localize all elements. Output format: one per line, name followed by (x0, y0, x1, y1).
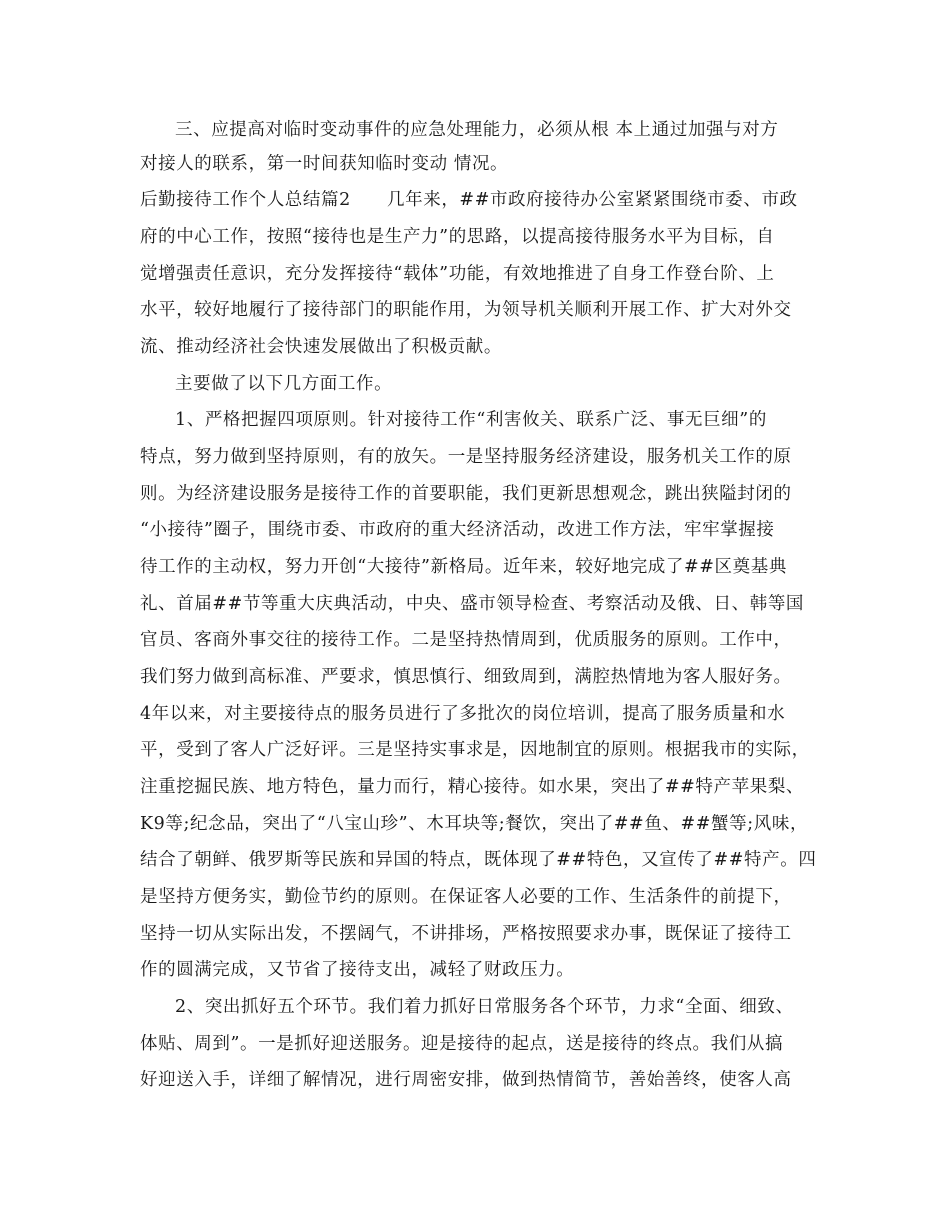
text-line: 2、突出抓好五个环节。我们着力抓好日常服务各个环节，力求“全面、细致、 (175, 997, 794, 1017)
text-line: K9等;纪念品，突出了“八宝山珍”、木耳块等;餐饮，突出了##鱼、##蟹等;风味， (140, 814, 809, 834)
text-line: 礼、首届##节等重大庆典活动，中央、盛市领导检查、考察活动及俄、日、韩等国 (140, 594, 805, 614)
text-line: 注重挖掘民族、地方特色，量力而行，精心接待。如水果，突出了##特产苹果梨、 (140, 777, 805, 797)
text-line: 1、严格把握四项原则。针对接待工作“利害攸关、联系广泛、事无巨细”的 (175, 410, 767, 430)
text-line: 三、应提高对临时变动事件的应急处理能力，必须从根 本上通过加强与对方 (175, 120, 779, 140)
section-heading-line: 后勤接待工作个人总结篇2 几年来，##市政府接待办公室紧紧围绕市委、市政 (140, 190, 798, 210)
text-line: 坚持一切从实际出发，不摆阔气，不讲排场，严格按照要求办事，既保证了接待工 (140, 924, 792, 944)
text-line: 我们努力做到高标准、严要求，慎思慎行、细致周到，满腔热情地为客人服好务。 (140, 667, 792, 687)
text-line: 结合了朝鲜、俄罗斯等民族和异国的特点，既体现了##特色，又宣传了##特产。四 (140, 850, 817, 870)
text-line: 流、推动经济社会快速发展做出了积极贡献。 (140, 337, 502, 357)
text-line: 体贴、周到”。一是抓好迎送服务。迎是接待的起点，送是接待的终点。我们从搞 (140, 1034, 784, 1054)
text-line: 平，受到了客人广泛好评。三是坚持实事求是，因地制宜的原则。根据我市的实际， (140, 740, 810, 760)
text-line: 则。为经济建设服务是接待工作的首要职能，我们更新思想观念，跳出狭隘封闭的 (140, 484, 792, 504)
text-line: 官员、客商外事交往的接待工作。二是坚持热情周到，优质服务的原则。工作中， (140, 630, 792, 650)
text-line: 主要做了以下几方面工作。 (175, 374, 393, 394)
text-line: 特点，努力做到坚持原则，有的放矢。一是坚持服务经济建设，服务机关工作的原 (140, 447, 792, 467)
text-line: 待工作的主动权，努力开创“大接待”新格局。近年来，较好地完成了##区奠基典 (140, 557, 787, 577)
text-line: 觉增强责任意识，充分发挥接待“载体”功能，有效地推进了自身工作登台阶、上 (140, 264, 775, 284)
text-line: 好迎送入手，详细了解情况，进行周密安排，做到热情简节，善始善终，使客人高 (140, 1070, 792, 1090)
text-line: 作的圆满完成，又节省了接待支出，减轻了财政压力。 (140, 960, 575, 980)
text-line: 4年以来，对主要接待点的服务员进行了多批次的岗位培训，提高了服务质量和水 (140, 704, 786, 724)
text-line: 对接人的联系，第一时间获知临时变动 情况。 (140, 154, 509, 174)
text-line: 是坚持方便务实，勤俭节约的原则。在保证客人必要的工作、生活条件的前提下， (140, 887, 792, 907)
text-line: 水平，较好地履行了接待部门的职能作用，为领导机关顺利开展工作、扩大对外交 (140, 300, 792, 320)
text-line: 府的中心工作，按照“接待也是生产力”的思路，以提高接待服务水平为目标，自 (140, 227, 775, 247)
text-line: “小接待”圈子，围绕市委、市政府的重大经济活动，改进工作方法，牢牢掌握接 (140, 520, 775, 540)
